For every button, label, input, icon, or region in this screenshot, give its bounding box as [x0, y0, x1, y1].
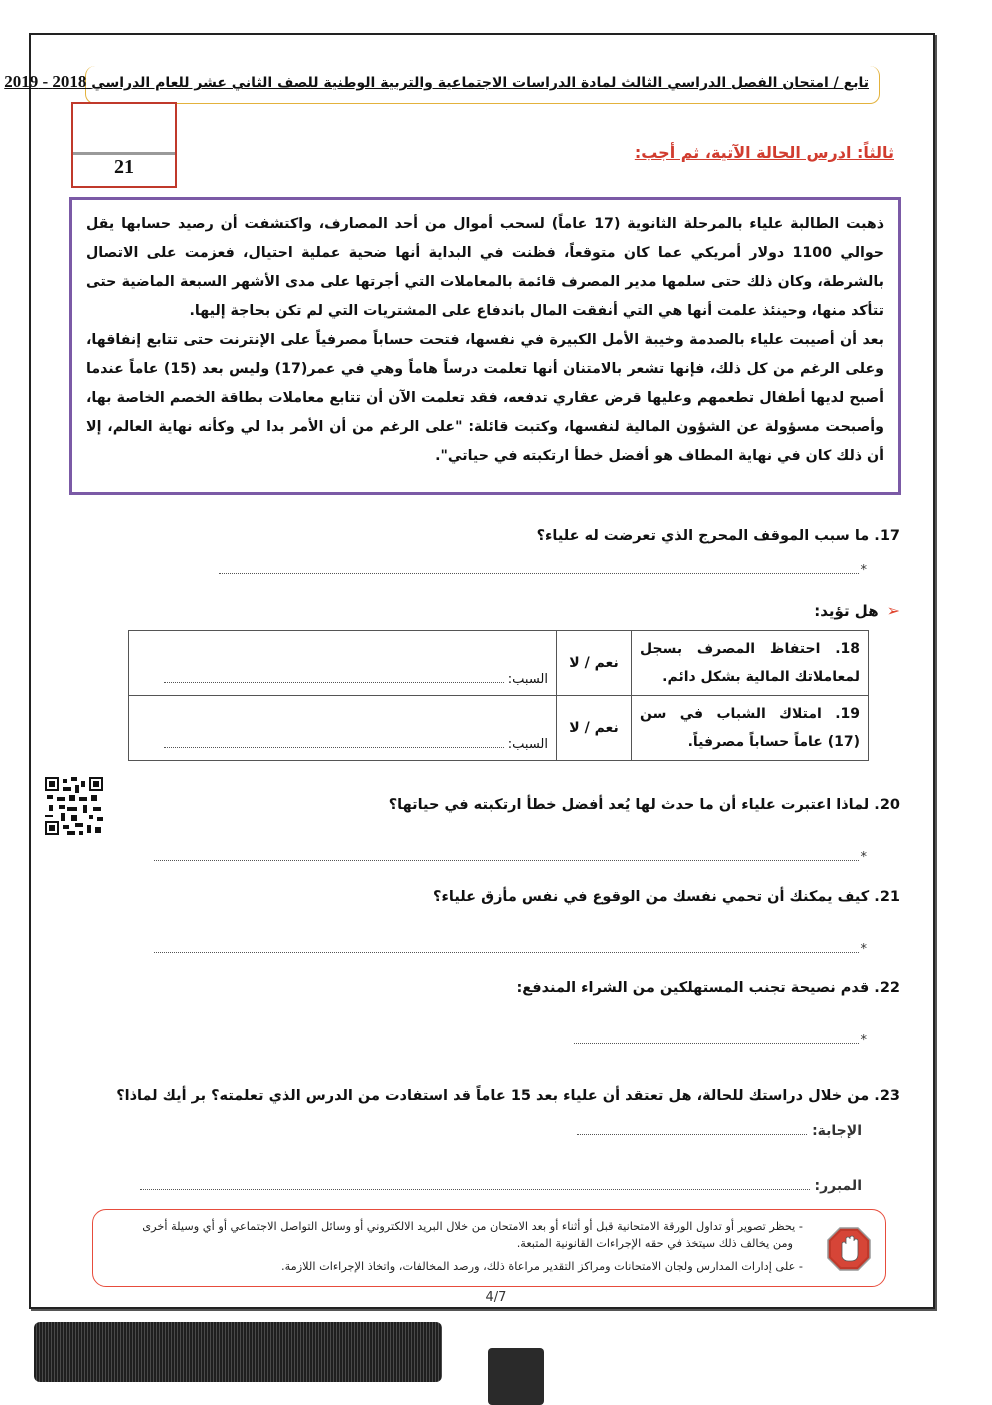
answer-star: *: [860, 850, 867, 865]
dotted-line: [219, 565, 859, 574]
answer-line-17[interactable]: [207, 563, 867, 578]
answer-line-21[interactable]: [147, 942, 867, 957]
yes-no-choice-19[interactable]: نعم / لا: [557, 696, 632, 761]
answer-star: *: [860, 942, 867, 957]
question-21: 21. كيف يمكنك أن تحمي نفسك من الوقوع في نفس مأزق علياء؟: [433, 889, 900, 905]
reason-label: السبب:: [507, 672, 548, 687]
warning-line-1b: ومن يخالف ذلك سيتخذ في حقه الإجراءات القانونية المتبعة.: [516, 1237, 793, 1250]
dotted-line: [574, 1035, 859, 1044]
dotted-line: [140, 1181, 810, 1190]
score-value: 21: [114, 156, 134, 178]
question-22: 22. قدم نصيحة تجنب المستهلكين من الشراء المندفع:: [516, 980, 900, 996]
answer-line-22[interactable]: [567, 1033, 867, 1048]
section-title: ثالثاً: ادرس الحالة الآتية، ثم أجب:: [634, 143, 894, 162]
question-23: 23. من خلال دراستك للحالة، هل تعتقد أن علياء بعد 15 عاماً قد استفادت من الدرس الذي تعلمته؟ بر أيك لماذا؟: [116, 1088, 900, 1104]
agree-label: [814, 601, 900, 620]
dotted-line: [154, 852, 859, 861]
justification-line-23[interactable]: [132, 1178, 862, 1194]
dotted-line: [164, 674, 504, 683]
answer-label: الإجابة:: [812, 1123, 862, 1139]
answer-line-20[interactable]: [147, 850, 867, 865]
case-paragraph-2: بعد أن أصيبت علياء بالصدمة وخيبة الأمل الكبيرة في نفسها، فتحت حساباً مصرفياً على الإنترنت حتى تتابع إنفاقها، وعلى الرغم من كل ذلك، فإنها تشعر بالامتنان أنها تعلمت درساً هاماً وهي في عمر(17) وليس بعد (15) عاماً عندما أصبح لديها أطفال تطعمهم وعليها قرض عقاري تدفعه، فقد تعلمت الآن أن تتابع معاملات بطاقة الخصم الخاصة بها، وأصبحت مسؤولة عن الشؤون المالية لنفسها، وكتبت قائلة: "على الرغم من أن الأمر بدا لي وكأنه نهاية العالم، إلا أن ذلك كان في نهاية المطاف هو أفضل خطأ ارتكبته في حياتي".: [86, 332, 884, 464]
score-box: [71, 102, 177, 188]
reason-label: السبب:: [507, 737, 548, 752]
warning-line-2: - على إدارات المدارس ولجان الامتحانات ومراكز التقدير مراعاة ذلك، ورصد المخالفات، واتخاذ الإجراءات اللازمة.: [281, 1260, 803, 1273]
statement-19: 19. امتلاك الشباب في سن (17) عاماً حساباً مصرفياً.: [632, 696, 869, 761]
stop-hand-icon: [827, 1227, 871, 1271]
yes-no-choice-18[interactable]: نعم / لا: [557, 631, 632, 696]
agree-label-text: هل تؤيد:: [814, 602, 879, 620]
agree-table: [128, 630, 869, 761]
table-row: [129, 696, 869, 761]
statement-18: 18. احتفاظ المصرف بسجل لمعاملاتك المالية بشكل دائم.: [632, 631, 869, 696]
case-study-box: [69, 197, 901, 495]
page-number: 4/7: [485, 1290, 507, 1305]
dotted-line: [577, 1126, 807, 1135]
dotted-line: [154, 944, 859, 953]
justification-label: المبرر:: [814, 1178, 862, 1194]
redacted-mark: [488, 1348, 544, 1405]
exam-header: [4, 66, 880, 104]
answer-star: *: [860, 1033, 867, 1048]
exam-title-text: تابع / امتحان الفصل الدراسي الثالث لمادة الدراسات الاجتماعية والتربية الوطنية للصف الثاني عشر للعام الدراسي: [91, 75, 869, 91]
exam-years: 2018 - 2019: [4, 72, 87, 91]
table-row: [129, 631, 869, 696]
reason-cell-18[interactable]: [129, 631, 557, 696]
warning-text: [142, 1218, 803, 1275]
score-divider: [73, 152, 175, 155]
reason-cell-19[interactable]: [129, 696, 557, 761]
dotted-line: [164, 739, 504, 748]
answer-star: *: [860, 563, 867, 578]
warning-line-1: - يحظر تصوير أو تداول الورقة الامتحانية قبل أو أثناء أو بعد الامتحان من خلال البريد الالكتروني أو وسائل التواصل الاجتماعي أو أي وسيلة أخرى: [142, 1220, 803, 1233]
answer-line-23[interactable]: [532, 1123, 862, 1139]
redacted-barcode: [34, 1322, 442, 1382]
warning-notice-box: [92, 1209, 886, 1287]
question-17: 17. ما سبب الموقف المحرج الذي تعرضت له علياء؟: [536, 528, 900, 544]
qr-code-icon: [45, 777, 103, 835]
arrow-pointer-icon: ➢: [886, 601, 900, 620]
case-paragraph-1: ذهبت الطالبة علياء بالمرحلة الثانوية (17 عاماً) لسحب أموال من أحد المصارف، واكتشفت أن رصيد حسابها يقل حوالي 1100 دولار أمريكي عما كان متوقعاً، فظنت في البداية أنها ضحية عملية احتيال، فعزمت على الاتصال بالشرطة، وكان ذلك حتى سلمها مدير المصرف قائمة بالمعاملات التي أجرتها على مدى الأشهر السبعة الماضية حتى تتأكد منها، وحينئذ علمت أنها هي التي أنفقت المال باندفاع على المشتريات التي لم تكن بحاجة إليها.: [86, 216, 885, 319]
question-20: 20. لماذا اعتبرت علياء أن ما حدث لها يُعد أفضل خطأ ارتكبته في حياتها؟: [388, 797, 900, 813]
exam-title: [4, 72, 869, 92]
